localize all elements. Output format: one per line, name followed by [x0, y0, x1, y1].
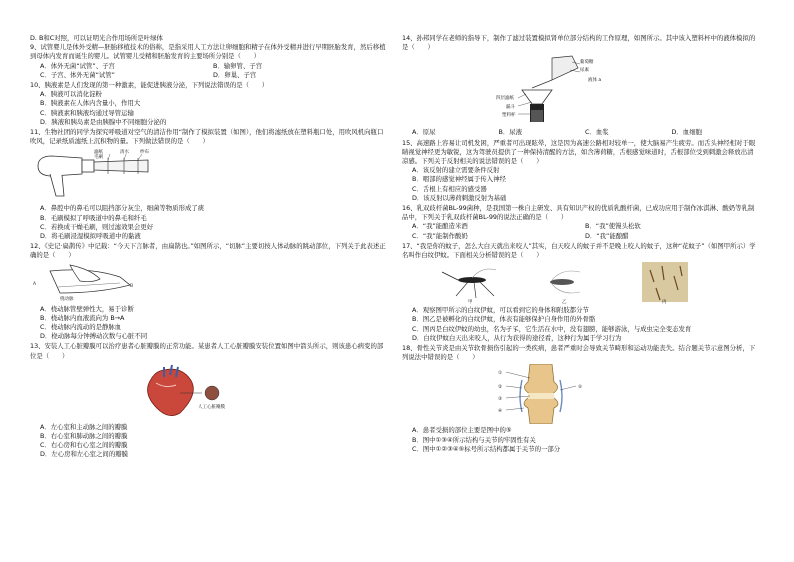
q12-label-radial-artery: 桡动脉	[60, 296, 74, 302]
q12-option-c[interactable]: C．桡动脉内流动的是静脉血	[40, 323, 122, 332]
q11-option-b[interactable]: B．毛刷模拟了呼吸道中的鼻毛和纤毛	[40, 213, 147, 222]
q11-option-a[interactable]: A．鼻腔中的鼻毛可以阻挡部分灰尘，细菌等物质形成了痰	[40, 204, 205, 213]
left-column	[30, 34, 386, 461]
q14-option-b[interactable]: B．尿液	[498, 128, 523, 137]
q13-stem: 13、安装人工心脏瓣膜可以治疗患者心脏瓣膜的正常功能。某患者人工心脏瓣膜安装位置如图中箭头所示，则该患心病变的部位是（ ）	[30, 342, 384, 360]
q15-option-b[interactable]: B．咽部的感觉神经属于传入神经	[412, 175, 506, 184]
q15-option-a[interactable]: A．该反射的建立需要条件反射	[412, 166, 500, 175]
hair-dryer-icon	[30, 148, 190, 202]
q9-options	[30, 62, 386, 80]
heart-figure	[30, 363, 386, 421]
svg-text:B: B	[130, 283, 134, 289]
q9-option-c[interactable]: C．子宫、体外无菌“试管”	[40, 70, 115, 79]
question-17	[402, 242, 758, 343]
joint-figure	[402, 364, 758, 424]
q16-options	[402, 222, 758, 240]
q16-stem: 16、乳双歧杆菌BL-99菌种，是我国第一株自主研发、具有知识产权的优质乳酸杆菌，已成功应用于制作冰淇淋、酸奶等乳制品中，下列关于乳双歧杆菌BL-99的说法正确的是（ ）	[402, 204, 755, 222]
q18-label-2: ②	[498, 385, 503, 391]
q9-option-d[interactable]: D．卵巢、子宫	[213, 70, 257, 79]
question-14	[402, 34, 758, 138]
q14-label-cup: 塑料杯	[502, 113, 516, 119]
right-column	[402, 34, 758, 455]
q9-option-b[interactable]: B．输卵管、子宫	[213, 61, 263, 70]
q9-stem: 9、试管婴儿是体外受精—胚胎移植技术的俗称，是指采用人工方法让卵细胞和精子在体外受精并进行早期胚胎发育，然后移植到母体内发育而诞生的婴儿。试管婴儿受精和胚胎发育的主要场所分别是（ ）	[30, 43, 386, 61]
q18-label-4: ④	[498, 409, 503, 415]
q14-label-liquid-a: 液体 a	[588, 78, 602, 84]
q17-label-yi: 乙	[562, 300, 567, 306]
q10-option-d[interactable]: D．胰液和胰岛素是由胰腺中不同细胞分泌的	[40, 117, 167, 126]
q11-stem: 11、生物社团的同学为探究呼吸道对空气的清洁作用“制作了模拟装置（如图），他们将滤纸放在塑料瓶口处，用吹风机向瓶口吹风，记录纸质滤纸上沉积物的量。下列做法错误的是（ ）	[30, 128, 384, 146]
q11-option-d[interactable]: D．将毛刷浸湿模拟呼吸道中的黏液	[40, 232, 141, 241]
q18-option-c[interactable]: C．图中①②③④⑤标号所示结构都属于关节的一部分	[412, 444, 561, 453]
q18-label-5: ⑤	[578, 385, 583, 391]
mosquito-stages-icon	[402, 262, 702, 304]
q13-option-d[interactable]: D．左心房和左心室之间的瓣膜	[40, 450, 128, 459]
question-13	[30, 342, 386, 459]
q12-stem: 12、《史记·扁鹊传》中记载：“今天下言脉者，由扁鹊也。”如图所示，“切脉”主要切按人体动脉的跳动部位，下列关于此表述正确的是（ ）	[30, 242, 386, 260]
q17-option-d[interactable]: D．白纹伊蚊白天出来咬人，从行为获得的途径看，这种行为属于学习行为	[412, 333, 622, 342]
q18-option-a[interactable]: A．患者受损的部位主要是图中的⑤	[412, 426, 512, 435]
q12-option-b[interactable]: B．桡动脉内血液流向为 B→A	[40, 313, 125, 322]
q13-option-c[interactable]: C．右心房和右心室之间的瓣膜	[40, 441, 128, 450]
question-12	[30, 242, 386, 341]
q10-option-b[interactable]: B．胰液素在人体内含量小，作用大	[40, 99, 141, 108]
q14-stem: 14、孙邦同学在老师的指导下，制作了滤过装置模拟肾单位部分结构的工作原理，如图所示。其中该入塑料杯中的液体模拟的是（ ）	[402, 34, 756, 52]
q14-label-filter-paper: 四层滤纸	[496, 96, 514, 102]
q13-option-b[interactable]: B．右心室和肺动脉之间的瓣膜	[40, 432, 128, 441]
q10-option-a[interactable]: A．胰液可以消化淀粉	[40, 90, 102, 99]
mosquito-figure	[402, 262, 758, 304]
question-18	[402, 344, 758, 454]
question-15	[402, 139, 758, 203]
q17-option-b[interactable]: B．图乙是被孵化的白纹伊蚊，体表有能够保护自身作用的外骨骼	[412, 315, 596, 324]
q11-label-gauze: 纱布	[140, 150, 149, 156]
q11-label-brush: 毛刷	[94, 155, 103, 161]
q8-option-d: D. B和C对照，可以证明光合作用场所是叶绿体	[30, 34, 163, 42]
pulse-figure	[30, 263, 386, 303]
question-10	[30, 81, 386, 127]
q16-option-c[interactable]: C．“我”能制作酸奶	[412, 231, 468, 240]
q14-label-funnel: 漏斗	[506, 105, 515, 111]
q15-stem: 15、高速路上容易让司机发困，严重者可出现眩晕，这是因为高速公路相对较单一，使大脑易产生疲劳。而舌头神经相对于眼睛视觉神经更为敏锐，这为驾驶员提供了一种保持清醒的方法，如含薄荷糖，舌根感觉味道时，舌根部位受到刺激会释放出清凉感。下列关于反射相关的说法错误的是（ ）	[402, 138, 756, 166]
question-9	[30, 43, 386, 80]
hair-dryer-figure	[30, 148, 386, 202]
q17-label-bing: 丙	[662, 300, 667, 306]
q17-label-jia: 甲	[468, 300, 473, 306]
q14-options	[402, 128, 758, 137]
q10-stem: 10、胰液素是人们发现的第一种激素，能促进胰液分泌，下列说法错误的是（ ）	[30, 81, 269, 90]
q16-option-d[interactable]: D．“我”能酿醋	[585, 231, 629, 240]
q14-option-c[interactable]: C．血浆	[585, 128, 609, 137]
q17-option-a[interactable]: A．观察图甲所示的白纹伊蚊，可以看到它的身体和附肢都分节	[412, 306, 589, 315]
q10-option-c[interactable]: C．胰液素和胰液均通过导管运输	[40, 108, 134, 117]
q12-option-a[interactable]: A．桡动脉管壁弹性大，易于诊断	[40, 304, 134, 313]
wrist-pulse-icon	[30, 263, 180, 303]
mosquito-larva-icon	[642, 262, 688, 302]
mosquito-pupa-icon	[550, 271, 580, 293]
q13-label-valve: 人工心脏瓣膜	[198, 404, 225, 410]
q16-option-b[interactable]: B．“我”使馒头松软	[585, 222, 641, 231]
knee-joint-icon	[402, 364, 622, 424]
q18-stem: 18、骨性关节炎是由关节软骨损伤引起的一类疾病，患者严重时会导致关节畸形和运动功能丧失。结合题关节示意图分析，下列说法中错误的是（ ）	[402, 344, 756, 362]
q14-label-glucose: 葡萄糖	[580, 60, 594, 66]
q16-option-a[interactable]: A．“我”能酿造米酒	[412, 222, 468, 231]
q14-label-urea: 尿素	[580, 68, 589, 74]
q14-option-a[interactable]: A．原尿	[412, 128, 436, 137]
filter-figure	[402, 54, 758, 126]
q15-option-d[interactable]: D．该反射以薄荷刺激反射为基础	[412, 193, 507, 202]
q18-option-b[interactable]: B．图中①③④所示结构与关节的牢固性有关	[412, 435, 536, 444]
q15-option-c[interactable]: C．舌根上有相应的感受器	[412, 184, 487, 193]
q11-label-water: 清水	[120, 150, 129, 156]
question-16	[402, 204, 758, 241]
q9-option-a[interactable]: A．体外无菌“试管”、子宫	[40, 61, 115, 70]
q13-option-a[interactable]: A．左心室和主动脉之间的瓣膜	[40, 422, 128, 431]
q11-label-filter: 滤纸	[94, 150, 103, 156]
q18-label-3: ③	[498, 397, 503, 403]
q14-option-d[interactable]: D．血细胞	[671, 128, 702, 137]
adult-mosquito-icon	[442, 269, 496, 298]
q18-label-1: ①	[498, 371, 503, 377]
heart-icon	[30, 363, 230, 421]
question-11	[30, 128, 386, 241]
q11-option-c[interactable]: C．若换成干燥毛刷，则过滤效果会更好	[40, 222, 154, 231]
q17-option-c[interactable]: C．图丙是白纹伊蚊的幼虫，名为孑孓，它生活在水中，没有翅膀，能够游泳，与成虫完全变态发育	[412, 324, 692, 333]
q17-stem: 17、“我是你的蚊子，怎么大白天就出来咬人”其实，白天咬人的蚊子并不是晚上咬人的蚊子，这种“花蚊子”（如图甲所示）学名叫作白纹伊蚊。下面相关分析错误的是（ ）	[402, 241, 756, 260]
q12-option-d[interactable]: D．桡动脉每分钟搏动次数与心脏不同	[40, 332, 148, 341]
svg-text:A: A	[33, 281, 37, 287]
